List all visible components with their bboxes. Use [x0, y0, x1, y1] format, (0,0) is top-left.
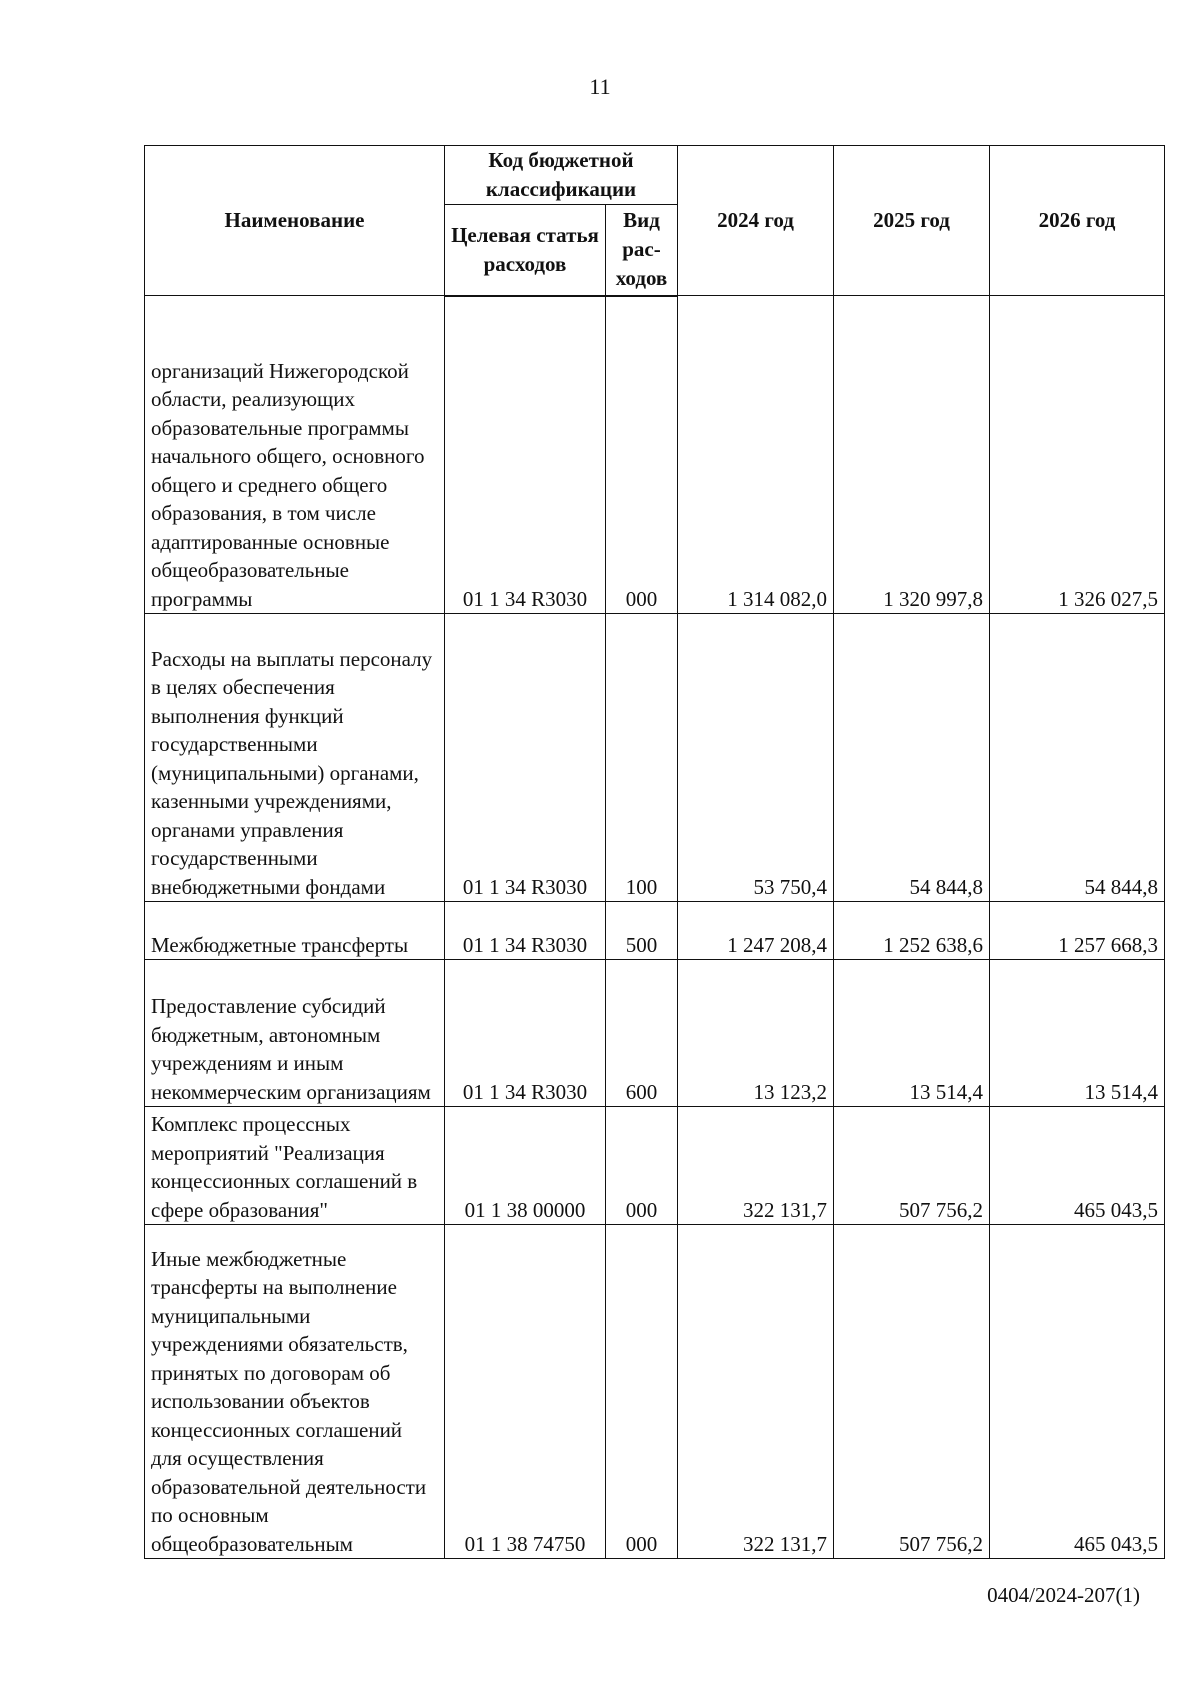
row-2026: 465 043,5	[990, 1225, 1165, 1559]
row-target-article: 01 1 34 R3030	[445, 614, 606, 902]
header-name: Наименование	[145, 146, 445, 296]
row-2025: 1 252 638,6	[834, 902, 990, 960]
table-row	[145, 296, 1165, 614]
row-name: Предоставление субсидий бюджетным, автономным учреждениям и иным некоммерческим организациям	[145, 960, 445, 1107]
row-expense-type: 000	[606, 296, 678, 614]
header-2024: 2024 год	[678, 146, 834, 296]
row-name: Расходы на выплаты персоналу в целях обеспечения выполнения функций государственными (муниципальными) органами, казенными учреждениями, органами управления государственными внебюджетными фондами	[145, 614, 445, 902]
row-2024: 1 247 208,4	[678, 902, 834, 960]
row-target-article: 01 1 38 74750	[445, 1225, 606, 1559]
row-2025: 507 756,2	[834, 1225, 990, 1559]
row-expense-type: 600	[606, 960, 678, 1107]
row-expense-type: 500	[606, 902, 678, 960]
row-2026: 54 844,8	[990, 614, 1165, 902]
row-2026: 1 257 668,3	[990, 902, 1165, 960]
row-target-article: 01 1 34 R3030	[445, 296, 606, 614]
row-expense-type: 100	[606, 614, 678, 902]
row-2025: 507 756,2	[834, 1107, 990, 1225]
row-2025: 54 844,8	[834, 614, 990, 902]
row-expense-type: 000	[606, 1225, 678, 1559]
row-name: Комплекс процессных мероприятий "Реализация концессионных соглашений в сфере образования"	[145, 1107, 445, 1225]
header-2025: 2025 год	[834, 146, 990, 296]
row-2024: 53 750,4	[678, 614, 834, 902]
table-row	[145, 1107, 1165, 1225]
row-2024: 13 123,2	[678, 960, 834, 1107]
row-name: Межбюджетные трансферты	[145, 902, 445, 960]
row-2024: 1 314 082,0	[678, 296, 834, 614]
table-row	[145, 960, 1165, 1107]
row-2026: 1 326 027,5	[990, 296, 1165, 614]
header-expense-type: Вид рас-ходов	[606, 205, 678, 296]
page-number: 11	[589, 74, 611, 99]
table-header	[145, 146, 1165, 296]
header-target-article: Целевая статья расходов	[445, 205, 606, 296]
table-row	[145, 1225, 1165, 1559]
row-name: Иные межбюджетные трансферты на выполнение муниципальными учреждениями обязательств, принятых по договорам об использовании объектов концессионных соглашений для осуществления образовательной деятельности по основным общеобразовательным	[145, 1225, 445, 1559]
row-expense-type: 000	[606, 1107, 678, 1225]
row-target-article: 01 1 34 R3030	[445, 960, 606, 1107]
header-code-group: Код бюджетной классификации	[445, 146, 678, 205]
row-2025: 1 320 997,8	[834, 296, 990, 614]
row-target-article: 01 1 34 R3030	[445, 902, 606, 960]
row-2026: 13 514,4	[990, 960, 1165, 1107]
row-name: организаций Нижегородской области, реализующих образовательные программы начального общего, основного общего и среднего общего образования, в том числе адаптированные основные общеобразовательные программы	[145, 296, 445, 614]
row-target-article: 01 1 38 00000	[445, 1107, 606, 1225]
table-row	[145, 902, 1165, 960]
budget-table	[144, 145, 1165, 1559]
header-2026: 2026 год	[990, 146, 1165, 296]
row-2026: 465 043,5	[990, 1107, 1165, 1225]
row-2024: 322 131,7	[678, 1107, 834, 1225]
row-2024: 322 131,7	[678, 1225, 834, 1559]
document-number: 0404/2024-207(1)	[987, 1583, 1140, 1607]
table-row	[145, 614, 1165, 902]
row-2025: 13 514,4	[834, 960, 990, 1107]
